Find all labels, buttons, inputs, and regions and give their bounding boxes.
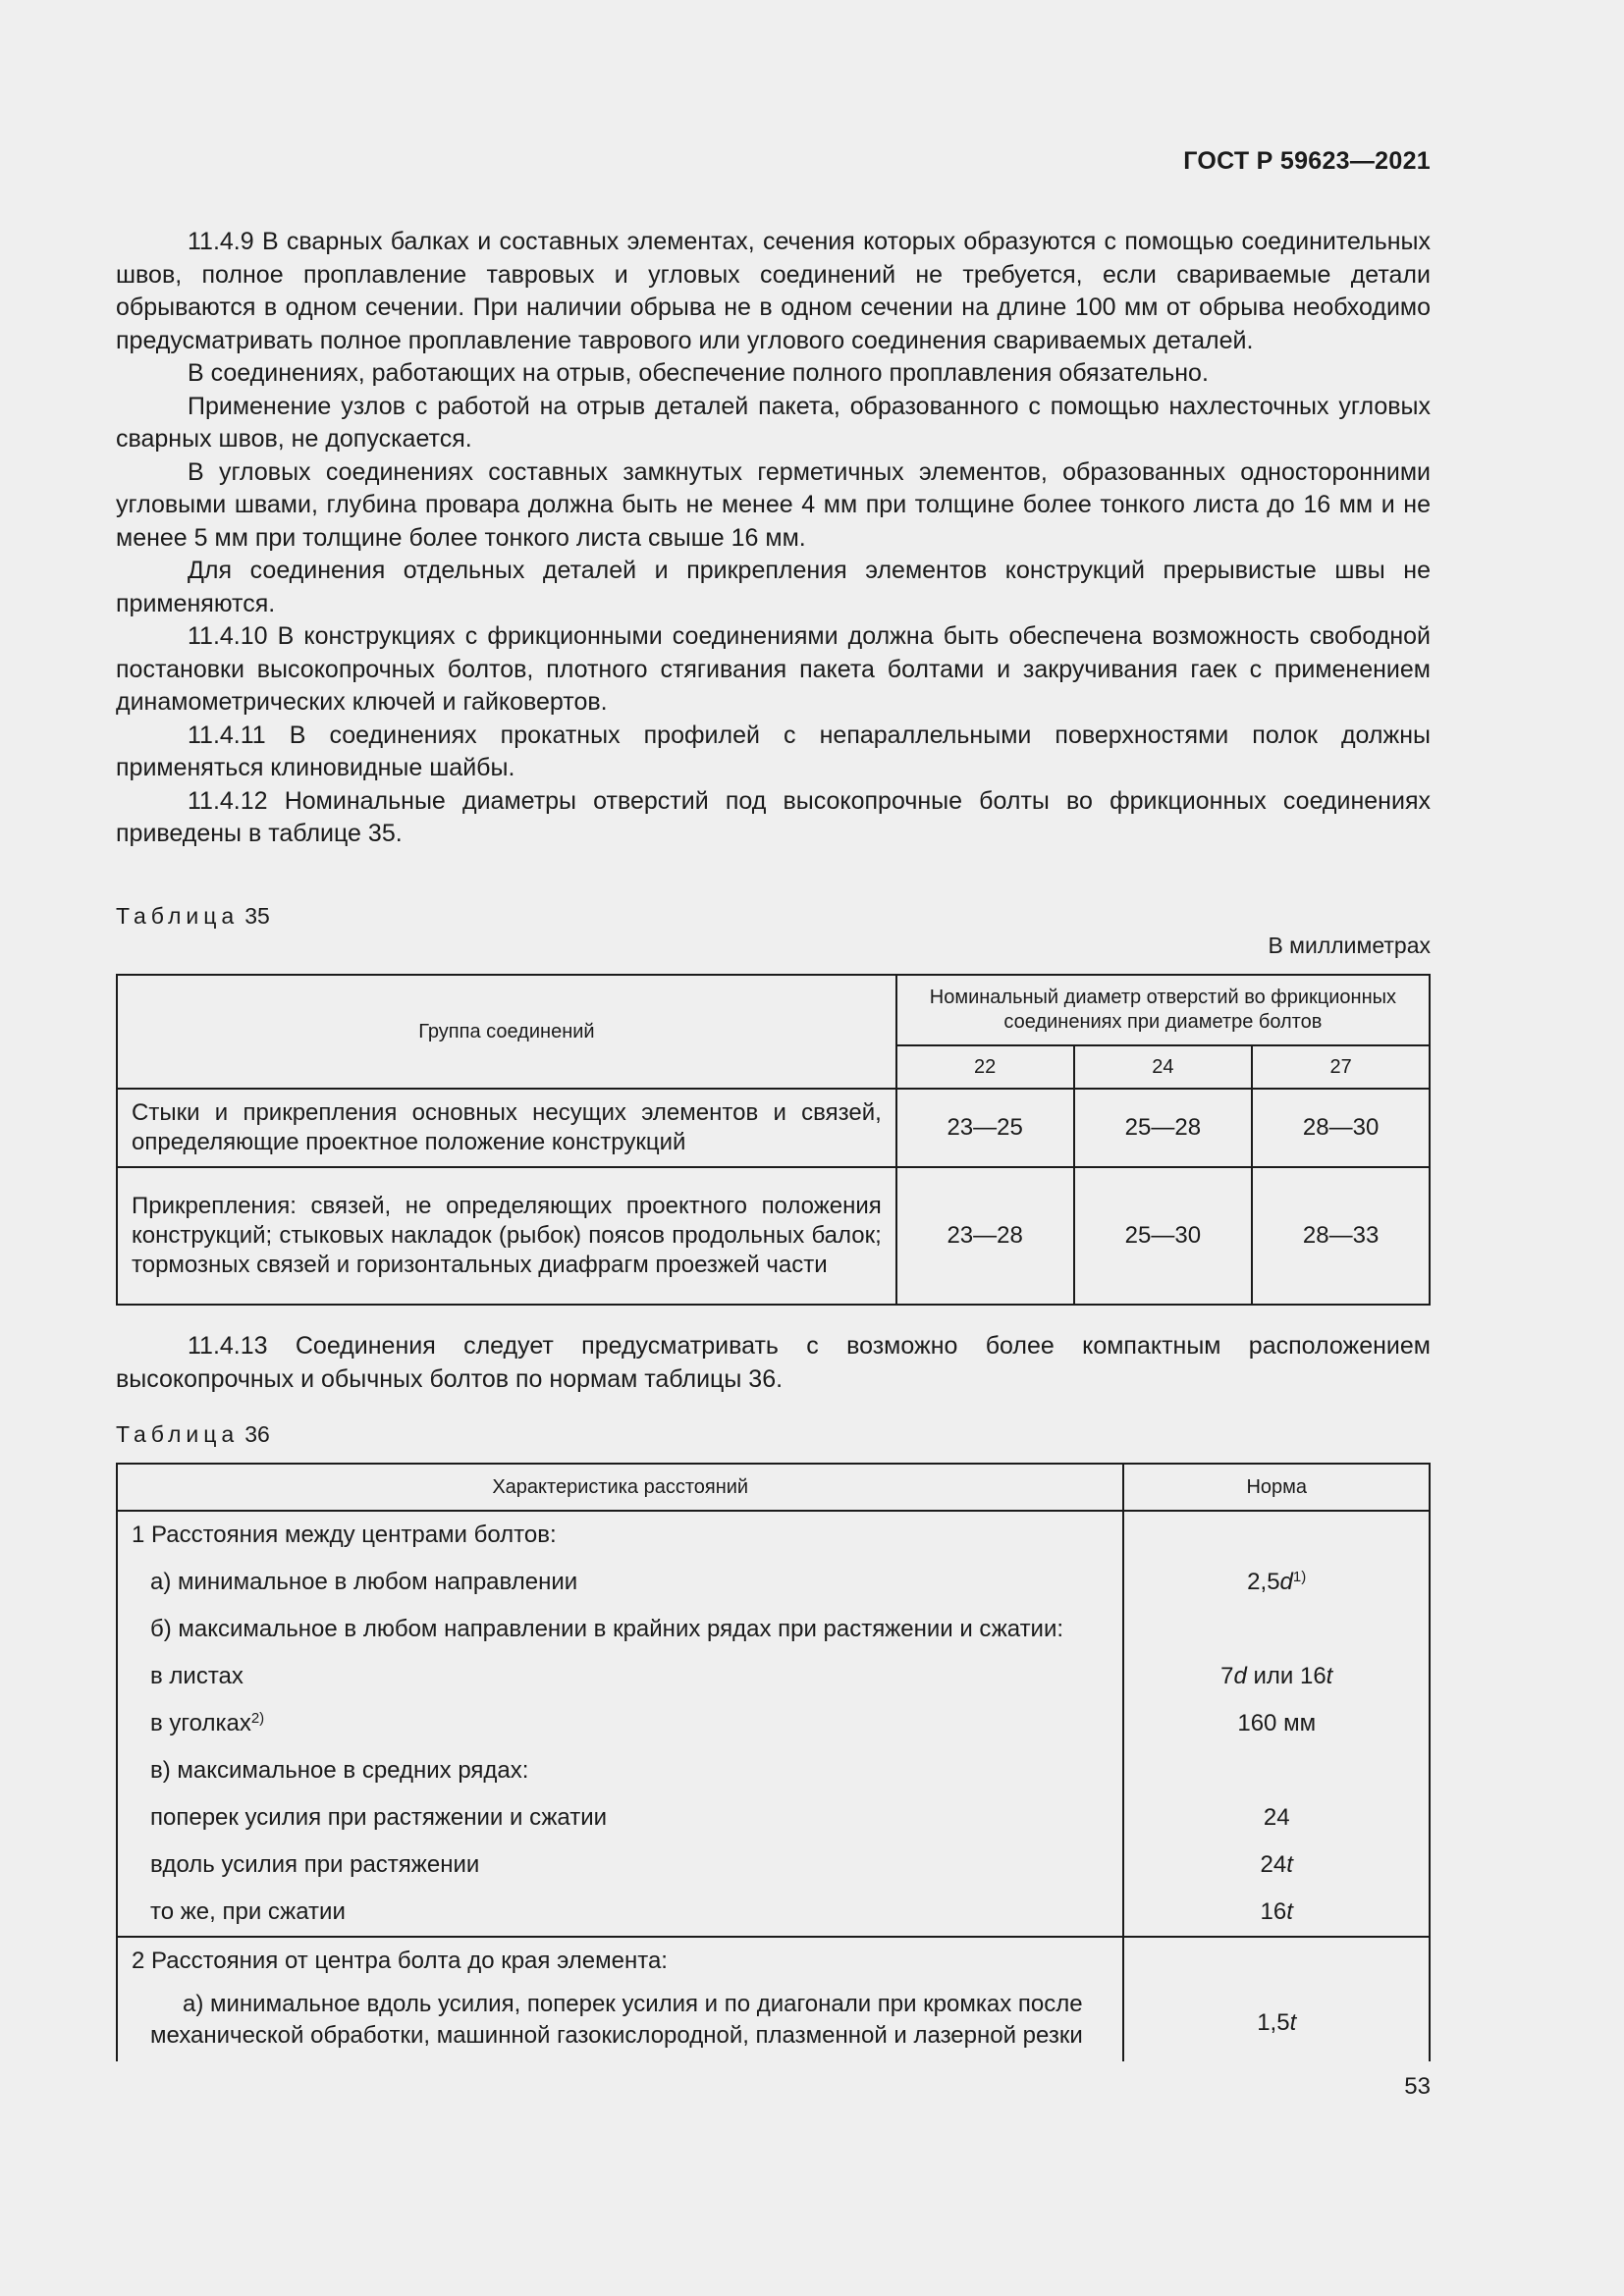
norm-value: 1,5t xyxy=(1123,1985,1430,2061)
paragraph: В угловых соединениях составных замкнутых герметичных элементов, образованных односторонними угловыми швами, глубина провара должна быть не менее 4 мм при толщине более тонкого листа до 16 мм и не менее 5 мм при толщине более тонкого листа свыше 16 мм. xyxy=(116,457,1431,552)
table-35 xyxy=(116,974,1431,1306)
header-diam-22: 22 xyxy=(896,1045,1074,1089)
table-row xyxy=(117,1167,1430,1305)
table-label-word: Таблица xyxy=(116,1421,240,1447)
table-row xyxy=(117,1794,1430,1842)
standard-designation: ГОСТ Р 59623—2021 xyxy=(1183,147,1431,175)
header-diam-24: 24 xyxy=(1074,1045,1253,1089)
norm-value: 160 мм xyxy=(1123,1700,1430,1747)
paragraph: Применение узлов с работой на отрыв деталей пакета, образованного с помощью нахлесточных угловых сварных швов, не допускается. xyxy=(116,392,1431,453)
table-label-number: 36 xyxy=(244,1421,270,1447)
table-35-label xyxy=(116,903,270,930)
table-row xyxy=(117,1889,1430,1937)
table-36 xyxy=(116,1463,1431,2061)
norm-value: 16t xyxy=(1123,1889,1430,1937)
row-text: б) максимальное в любом направлении в крайних рядах при растяжении и сжатии: xyxy=(117,1606,1123,1653)
table-row xyxy=(117,1511,1430,1559)
table-36-label xyxy=(116,1421,270,1448)
table-row xyxy=(117,1606,1430,1653)
row-description: Стыки и прикрепления основных несущих элементов и связей, определяющие проектное положение конструкций xyxy=(117,1089,896,1167)
row-text: в уголках$^{2)}$ xyxy=(117,1700,1123,1747)
table-label-number: 35 xyxy=(244,903,270,929)
body-text-2 xyxy=(116,1330,1431,1396)
footnote-ref: 1) xyxy=(1292,1569,1307,1585)
table-row xyxy=(117,1700,1430,1747)
cell-value: 23—28 xyxy=(896,1167,1074,1305)
cell-value: 25—30 xyxy=(1074,1167,1253,1305)
table-row xyxy=(117,1842,1430,1889)
cell-value: 28—33 xyxy=(1252,1167,1430,1305)
section-title: 2 Расстояния от центра болта до края элемента: xyxy=(117,1937,1123,1985)
table-row xyxy=(117,1559,1430,1606)
table-label-word: Таблица xyxy=(116,903,240,929)
body-text xyxy=(116,226,1431,851)
footnote-ref: 2) xyxy=(250,1710,265,1727)
paragraph: 11.4.9 В сварных балках и составных элементах, сечения которых образуются с помощью соединительных швов, полное проплавление тавровых и угловых соединений не требуется, если свариваемые детали обрываются в одном сечении. При наличии обрыва не в одном сечении на длине 100 мм от обрыва необходимо предусматривать полное проплавление таврового или углового соединения свариваемых деталей. xyxy=(116,228,1431,354)
paragraph: В соединениях, работающих на отрыв, обеспечение полного проплавления обязательно. xyxy=(188,359,1209,387)
paragraph: Для соединения отдельных деталей и прикрепления элементов конструкций прерывистые швы не применяются. xyxy=(116,557,1431,617)
header-diameter: Номинальный диаметр отверстий во фрикционных соединениях при диаметре болтов xyxy=(896,975,1430,1045)
paragraph: 11.4.13 Соединения следует предусматривать с возможно более компактным расположением высокопрочных и обычных болтов по нормам таблицы 36. xyxy=(116,1332,1431,1393)
table-row xyxy=(117,1985,1430,2061)
row-text: а) минимальное вдоль усилия, поперек усилия и по диагонали при кромках после механической обработки, машинной газокислородной, плазменной и лазерной резки xyxy=(117,1985,1123,2061)
cell-value: 25—28 xyxy=(1074,1089,1253,1167)
norm-value: $2,5d^{1)}$ xyxy=(1123,1559,1430,1606)
row-text: в листах xyxy=(117,1653,1123,1700)
row-text: то же, при сжатии xyxy=(117,1889,1123,1937)
header-norm: Норма xyxy=(1123,1464,1430,1511)
page-number: 53 xyxy=(1404,2073,1431,2100)
norm-value: 24 xyxy=(1123,1794,1430,1842)
table-row xyxy=(117,1747,1430,1794)
row-text: а) минимальное в любом направлении xyxy=(117,1559,1123,1606)
paragraph: 11.4.12 Номинальные диаметры отверстий под высокопрочные болты во фрикционных соединениях приведены в таблице 35. xyxy=(116,786,1431,847)
row-description: Прикрепления: связей, не определяющих проектного положения конструкций; стыковых накладок (рыбок) поясов продольных балок; тормозных связей и горизонтальных диафрагм проезжей части xyxy=(117,1167,896,1305)
table-row xyxy=(117,1089,1430,1167)
paragraph: 11.4.10 В конструкциях с фрикционными соединениями должна быть обеспечена возможность свободной постановки высокопрочных болтов, плотного стягивания пакета болтами и закручивания гаек с применением динамометрических ключей и гайковертов. xyxy=(116,622,1431,716)
row-text: поперек усилия при растяжении и сжатии xyxy=(117,1794,1123,1842)
row-text: вдоль усилия при растяжении xyxy=(117,1842,1123,1889)
table-row xyxy=(117,1653,1430,1700)
header-diam-27: 27 xyxy=(1252,1045,1430,1089)
table-row xyxy=(117,1937,1430,1985)
header-group: Группа соединений xyxy=(117,975,896,1089)
table-35-units: В миллиметрах xyxy=(1268,933,1431,958)
norm-value: 7d или 16t xyxy=(1123,1653,1430,1700)
header-characteristic: Характеристика расстояний xyxy=(117,1464,1123,1511)
cell-value: 28—30 xyxy=(1252,1089,1430,1167)
paragraph: 11.4.11 В соединениях прокатных профилей с непараллельными поверхностями полок должны применяться клиновидные шайбы. xyxy=(116,721,1431,781)
norm-value: 24t xyxy=(1123,1842,1430,1889)
section-title: 1 Расстояния между центрами болтов: xyxy=(117,1511,1123,1559)
row-text: в) максимальное в средних рядах: xyxy=(117,1747,1123,1794)
cell-value: 23—25 xyxy=(896,1089,1074,1167)
